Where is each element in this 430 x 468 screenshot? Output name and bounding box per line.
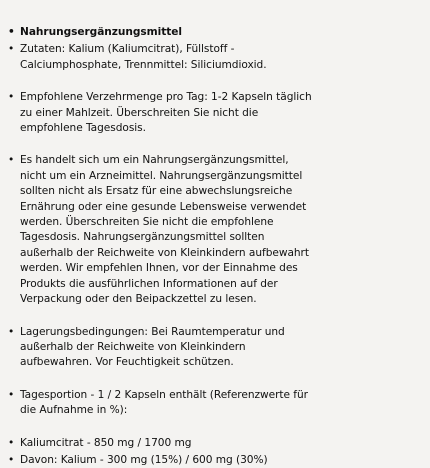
bullet-icon: •: [8, 388, 15, 401]
storage-text: Lagerungsbedingungen: Bei Raumtemperatur und außerhalb der Reichweite von Kleinkindern aufbewahren. Vor Feuchtigkeit schützen.: [20, 325, 285, 369]
bullet-icon: •: [8, 325, 15, 338]
list-item-daily-portion: [5, 388, 425, 419]
list-item-dosage: [5, 90, 425, 136]
potassium-text: Davon: Kalium - 300 mg (15%) / 600 mg (30%): [20, 453, 268, 466]
list-item-potassium-citrate: [5, 436, 425, 451]
list-item-storage: [5, 325, 425, 371]
list-item-title: [5, 25, 425, 40]
product-category-heading: Nahrungsergänzungsmittel: [20, 26, 182, 38]
bullet-icon: •: [8, 436, 15, 449]
bullet-icon: •: [8, 91, 15, 104]
potassium-citrate-text: Kaliumcitrat - 850 mg / 1700 mg: [20, 436, 192, 449]
daily-portion-text: Tagesportion - 1 / 2 Kapseln enthält (Referenzwerte für die Aufnahme in %):: [20, 388, 308, 417]
bullet-icon: •: [8, 453, 15, 466]
dosage-text: Empfohlene Verzehrmenge pro Tag: 1-2 Kapseln täglich zu einer Mahlzeit. Überschreiten Sie nicht die empfohlene Tagesdosis.: [20, 91, 312, 135]
product-info-list: [5, 25, 425, 468]
list-item-ingredients: [5, 42, 425, 73]
list-item-disclaimer: [5, 153, 425, 307]
bullet-icon: •: [8, 43, 15, 56]
disclaimer-text: Es handelt sich um ein Nahrungsergänzungsmittel, nicht um ein Arzneimittel. Nahrungsergänzungsmittel sollten nicht als Ersatz für eine abwechslungsreiche Ernährung oder eine gesunde Lebensweise verwendet werden. Überschreiten Sie nicht die empfohlene Tagesdosis. Nahrungsergänzungsmittel sollten außerhalb der Reichweite von Kleinkindern aufbewahrt werden. Wir empfehlen Ihnen, vor der Einnahme des Produkts die ausführlichen Informationen auf der Verpackung oder den Beipackzettel zu lesen.: [20, 154, 309, 306]
ingredients-text: Zutaten: Kalium (Kaliumcitrat), Füllstoff - Calciumphosphate, Trennmittel: Siliciumdioxid.: [20, 43, 267, 71]
bullet-icon: •: [8, 26, 15, 38]
list-item-potassium: [5, 453, 425, 468]
bullet-icon: •: [8, 154, 15, 167]
